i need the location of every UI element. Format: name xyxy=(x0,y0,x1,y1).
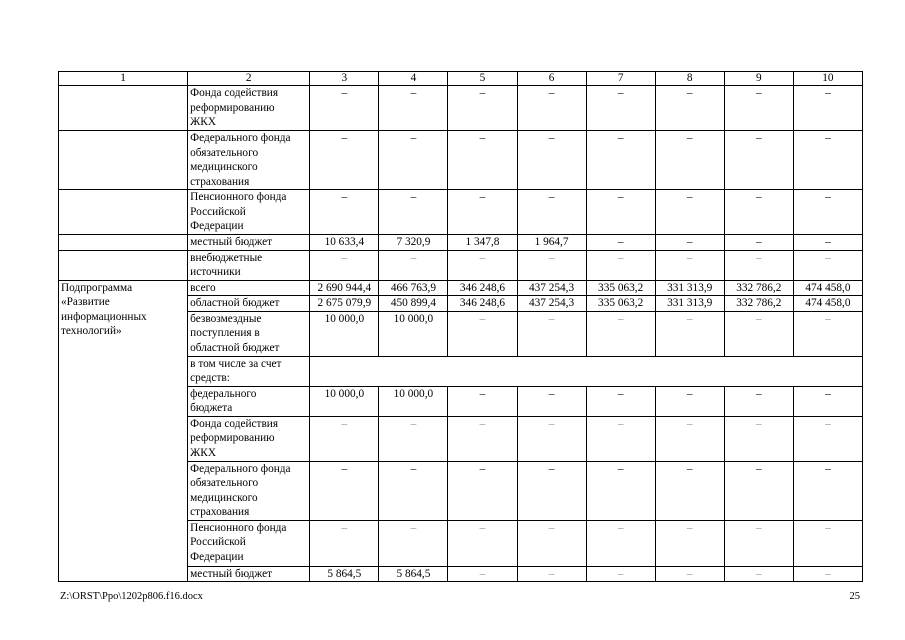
value-cell: – xyxy=(517,566,586,582)
source-label xyxy=(188,235,310,251)
source-label-line: средств: xyxy=(190,372,230,384)
value-cell: 466 763,9 xyxy=(379,280,448,296)
value-cell: – xyxy=(793,416,862,461)
value-cell: – xyxy=(448,520,517,566)
source-label xyxy=(188,296,310,312)
program-name-line: технологий» xyxy=(61,325,122,337)
value-cell: – xyxy=(448,416,517,461)
value-cell: – xyxy=(655,86,724,131)
table-row xyxy=(59,86,863,131)
program-cell-empty xyxy=(59,86,188,131)
value-cell: 346 248,6 xyxy=(448,296,517,312)
source-label-line: местный бюджет xyxy=(190,567,273,580)
source-label-line: Федерации xyxy=(190,550,244,563)
value-cell: – xyxy=(517,131,586,190)
header-cell: 6 xyxy=(517,72,586,86)
header-cell: 7 xyxy=(586,72,655,86)
value-cell: – xyxy=(379,190,448,235)
value-cell: – xyxy=(793,190,862,235)
source-label-line: реформированию xyxy=(190,432,275,444)
source-label-line: страхования xyxy=(190,506,250,518)
value-cell: 10 000,0 xyxy=(310,311,379,356)
source-label-line: обязательного xyxy=(190,477,259,489)
value-cell: – xyxy=(586,190,655,235)
value-cell: – xyxy=(379,86,448,131)
source-label xyxy=(188,356,310,386)
value-cell: 1 964,7 xyxy=(517,235,586,251)
value-cell: 10 633,4 xyxy=(310,235,379,251)
source-label-line: ЖКХ xyxy=(190,116,216,128)
value-cell: – xyxy=(793,311,862,356)
source-label-line: Российской xyxy=(190,205,246,218)
program-cell-empty xyxy=(59,190,188,235)
value-cell: – xyxy=(379,461,448,520)
value-cell: – xyxy=(310,86,379,131)
value-cell: – xyxy=(655,566,724,582)
value-cell: – xyxy=(310,416,379,461)
value-cell: – xyxy=(724,566,793,582)
value-cell: – xyxy=(517,250,586,280)
value-cell: – xyxy=(655,190,724,235)
table-row xyxy=(59,280,863,296)
source-label-line: в том числе за счет xyxy=(190,357,282,370)
source-label-line: медицинского xyxy=(190,161,258,173)
value-cell: 1 347,8 xyxy=(448,235,517,251)
empty-span-cell xyxy=(310,356,863,386)
source-label-line: бюджета xyxy=(190,402,233,414)
value-cell: – xyxy=(724,131,793,190)
program-name-line: «Развитие xyxy=(61,296,110,308)
value-cell: – xyxy=(517,311,586,356)
source-label-line: областной бюджет xyxy=(190,341,280,354)
value-cell: – xyxy=(793,520,862,566)
value-cell: – xyxy=(586,86,655,131)
value-cell: 2 690 944,4 xyxy=(310,280,379,296)
header-cell: 4 xyxy=(379,72,448,86)
value-cell: 5 864,5 xyxy=(310,566,379,582)
table-row xyxy=(59,250,863,280)
value-cell: – xyxy=(793,86,862,131)
source-label-line: внебюджетные xyxy=(190,251,263,264)
table-body xyxy=(59,72,863,582)
source-label-line: ЖКХ xyxy=(190,446,216,459)
value-cell: – xyxy=(586,131,655,190)
header-row xyxy=(59,72,863,86)
value-cell: – xyxy=(655,461,724,520)
source-label xyxy=(188,250,310,280)
source-label-line: Пенсионного фонда xyxy=(190,191,287,203)
value-cell: – xyxy=(586,416,655,461)
value-cell: – xyxy=(793,566,862,582)
value-cell: 346 248,6 xyxy=(448,280,517,296)
value-cell: – xyxy=(310,520,379,566)
value-cell: – xyxy=(793,131,862,190)
value-cell: – xyxy=(655,520,724,566)
value-cell: – xyxy=(448,566,517,582)
value-cell: – xyxy=(793,386,862,416)
value-cell: – xyxy=(724,190,793,235)
value-cell: – xyxy=(586,461,655,520)
value-cell: 10 000,0 xyxy=(379,386,448,416)
source-label xyxy=(188,386,310,416)
value-cell: – xyxy=(724,461,793,520)
source-label xyxy=(188,280,310,296)
value-cell: – xyxy=(448,250,517,280)
value-cell: – xyxy=(793,235,862,251)
value-cell: – xyxy=(655,416,724,461)
value-cell: 332 786,2 xyxy=(724,296,793,312)
source-label-line: местный бюджет xyxy=(190,236,273,248)
source-label xyxy=(188,416,310,461)
source-label xyxy=(188,520,310,566)
value-cell: – xyxy=(310,131,379,190)
value-cell: – xyxy=(793,461,862,520)
value-cell: – xyxy=(448,190,517,235)
value-cell: – xyxy=(724,520,793,566)
source-label-line: всего xyxy=(190,281,216,294)
program-cell-empty xyxy=(59,235,188,251)
value-cell: 5 864,5 xyxy=(379,566,448,582)
value-cell: – xyxy=(379,250,448,280)
budget-table xyxy=(58,71,863,582)
value-cell: 331 313,9 xyxy=(655,280,724,296)
header-cell: 1 xyxy=(59,72,188,86)
source-label-line: страхования xyxy=(190,175,250,188)
value-cell: – xyxy=(310,250,379,280)
page-number: 25 xyxy=(849,591,860,602)
value-cell: – xyxy=(586,250,655,280)
source-label-line: федерального xyxy=(190,387,257,400)
value-cell: – xyxy=(724,86,793,131)
value-cell: 437 254,3 xyxy=(517,280,586,296)
table-row xyxy=(59,131,863,190)
value-cell: 10 000,0 xyxy=(310,386,379,416)
value-cell: 332 786,2 xyxy=(724,280,793,296)
source-label xyxy=(188,86,310,131)
value-cell: 335 063,2 xyxy=(586,296,655,312)
header-cell: 8 xyxy=(655,72,724,86)
value-cell: – xyxy=(724,416,793,461)
value-cell: – xyxy=(517,190,586,235)
source-label-line: Фонда содействия xyxy=(190,87,279,99)
value-cell: 7 320,9 xyxy=(379,235,448,251)
source-label-line: поступления в xyxy=(190,327,260,339)
value-cell: – xyxy=(586,311,655,356)
source-label-line: реформированию xyxy=(190,101,275,114)
source-label-line: безвозмездные xyxy=(190,312,262,325)
header-cell: 2 xyxy=(188,72,310,86)
source-label-line: обязательного xyxy=(190,146,259,159)
value-cell: 331 313,9 xyxy=(655,296,724,312)
source-label-line: Федерального фонда xyxy=(190,462,291,475)
value-cell: – xyxy=(586,520,655,566)
value-cell: – xyxy=(724,235,793,251)
value-cell: – xyxy=(448,461,517,520)
value-cell: – xyxy=(586,235,655,251)
value-cell: 450 899,4 xyxy=(379,296,448,312)
source-label xyxy=(188,131,310,190)
value-cell: – xyxy=(379,520,448,566)
table-row xyxy=(59,235,863,251)
source-label-line: источники xyxy=(190,266,241,278)
value-cell: – xyxy=(517,520,586,566)
value-cell: – xyxy=(517,416,586,461)
value-cell: – xyxy=(517,461,586,520)
source-label-line: Пенсионного фонда xyxy=(190,521,287,534)
value-cell: 10 000,0 xyxy=(379,311,448,356)
value-cell: – xyxy=(793,250,862,280)
value-cell: 335 063,2 xyxy=(586,280,655,296)
source-label-line: Российской xyxy=(190,536,246,548)
value-cell: – xyxy=(379,416,448,461)
value-cell: – xyxy=(448,311,517,356)
source-label-line: областной бюджет xyxy=(190,297,280,309)
value-cell: – xyxy=(655,386,724,416)
header-cell: 10 xyxy=(793,72,862,86)
program-name-line: информационных xyxy=(61,310,147,323)
value-cell: – xyxy=(586,566,655,582)
program-name-line: Подпрограмма xyxy=(61,281,133,294)
value-cell: – xyxy=(655,311,724,356)
file-path: Z:\ORST\Ppo\1202p806.f16.docx xyxy=(60,591,203,602)
value-cell: – xyxy=(448,131,517,190)
value-cell: – xyxy=(655,235,724,251)
program-cell-empty xyxy=(59,250,188,280)
value-cell: – xyxy=(310,461,379,520)
value-cell: – xyxy=(517,386,586,416)
value-cell: 2 675 079,9 xyxy=(310,296,379,312)
table-row xyxy=(59,190,863,235)
source-label-line: Федерации xyxy=(190,220,244,232)
value-cell: – xyxy=(724,311,793,356)
source-label xyxy=(188,566,310,582)
program-name xyxy=(59,280,188,582)
source-label xyxy=(188,311,310,356)
value-cell: – xyxy=(517,86,586,131)
value-cell: – xyxy=(310,190,379,235)
header-cell: 9 xyxy=(724,72,793,86)
source-label-line: Фонда содействия xyxy=(190,417,279,430)
header-cell: 5 xyxy=(448,72,517,86)
value-cell: – xyxy=(379,131,448,190)
value-cell: – xyxy=(655,131,724,190)
source-label-line: Федерального фонда xyxy=(190,132,291,144)
value-cell: 437 254,3 xyxy=(517,296,586,312)
source-label xyxy=(188,190,310,235)
value-cell: 474 458,0 xyxy=(793,296,862,312)
value-cell: – xyxy=(586,386,655,416)
program-cell-empty xyxy=(59,131,188,190)
value-cell: – xyxy=(448,86,517,131)
value-cell: – xyxy=(448,386,517,416)
value-cell: – xyxy=(724,386,793,416)
value-cell: – xyxy=(724,250,793,280)
value-cell: 474 458,0 xyxy=(793,280,862,296)
header-cell: 3 xyxy=(310,72,379,86)
source-label xyxy=(188,461,310,520)
value-cell: – xyxy=(655,250,724,280)
source-label-line: медицинского xyxy=(190,491,258,504)
